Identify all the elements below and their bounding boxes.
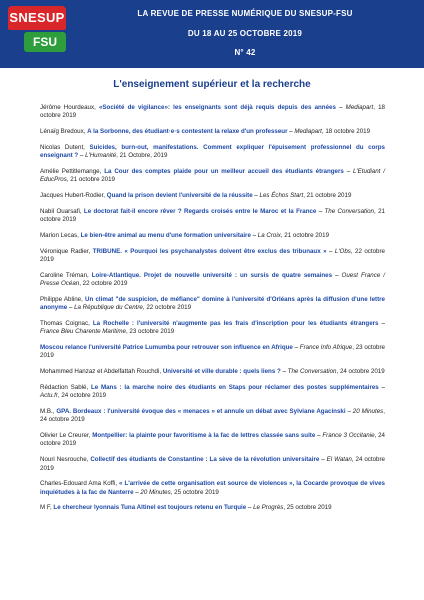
article-link[interactable]: Le bien-être animal au menu d'une formation universitaire — [80, 231, 251, 239]
article-date: , 21 octobre 2019 — [66, 176, 115, 184]
article-date: , 24 octobre 2019 — [57, 392, 107, 400]
article-link[interactable]: Le doctorat fait-il encore rêver ? Regards croisés entre le Maroc et la France — [83, 207, 317, 215]
list-item — [40, 208, 385, 225]
article-date: , 21 Octobre, 2019 — [116, 152, 168, 160]
article-list — [40, 104, 385, 520]
article-source: – France 3 Occitanie — [317, 432, 375, 440]
article-date: , 22 octobre 2019 — [40, 247, 385, 263]
article-link[interactable]: Collectif des étudiants de Constantine : La sève de la révolution universitaire — [90, 456, 320, 464]
article-source: – The Conversation — [318, 207, 375, 215]
article-author: Jacques Hubert-Rodier, — [40, 192, 106, 200]
article-link[interactable]: «Société de vigilance»: les enseignants sont déjà requis depuis des années — [98, 104, 336, 111]
article-date: , 25 octobre 2019 — [170, 488, 219, 496]
article-source: – L'Etudiant / EducPros — [40, 167, 385, 184]
article-author: Olivier Le Creurer, — [40, 432, 91, 440]
review-issue-number: N° 42 — [234, 48, 256, 57]
article-author: Véronique Radier, — [40, 247, 91, 255]
list-item — [40, 344, 385, 361]
list-item — [40, 168, 385, 185]
section-title: L'enseignement supérieur et la recherche — [113, 79, 311, 90]
article-source: – France Bleu Charente Maritime — [40, 319, 385, 336]
list-item — [40, 480, 385, 497]
article-link[interactable]: Quand la prison devient l'université de la réussite — [106, 192, 253, 200]
logo-snesup-text: SNESUP — [8, 6, 66, 30]
article-date: , 22 octobre 2019 — [79, 280, 128, 288]
article-source: – The Conversation — [282, 368, 337, 376]
list-item — [40, 296, 385, 313]
list-item — [40, 432, 385, 449]
article-author: Amélie Pettitlemange, — [40, 167, 102, 175]
article-author: Nabil Ouarsafi, — [40, 207, 82, 215]
article-author: Rédaction Sablé, — [40, 383, 89, 391]
article-date: , 25 octobre 2019 — [283, 504, 332, 512]
article-link[interactable]: Le chercheur lyonnais Tuna Altinel est toujours retenu en Turquie — [53, 504, 247, 512]
article-source: – El Watan — [321, 456, 352, 464]
article-author: Charles-Edouard Ama Koffi, — [40, 480, 118, 488]
article-date: , 24 octobre 2019 — [336, 368, 385, 376]
article-source: – France Info Afrique — [294, 343, 353, 351]
article-date: , 22 octobre 2019 — [142, 304, 192, 312]
article-author: Thomas Coignac, — [40, 319, 90, 327]
list-item — [40, 384, 385, 401]
article-link[interactable]: TRIBUNE. « Pourquoi les psychanalystes doivent être exclus des tribunaux » — [92, 247, 327, 255]
article-link[interactable]: Suicides, burn-out, manifestations. Comment expliquer l'épuisement professionnel du corps enseignant ? — [40, 143, 385, 160]
article-source: – Ouest France / Presse Océan — [40, 271, 385, 288]
article-date: , 23 octobre 2019 — [40, 343, 385, 360]
article-link[interactable]: « L'arrivée de cette organisation est source de violences », la Cocarde provoque de vives inquiétudes à la fac de Nanterre — [40, 480, 385, 496]
article-link[interactable]: Université et ville durable : quels liens ? — [162, 368, 281, 376]
article-source: – La Croix — [252, 231, 281, 239]
article-date: , 18 octobre 2019 — [40, 104, 385, 120]
article-author: Lénaïg Bredoux, — [40, 128, 86, 136]
article-source: – La République du Centre — [68, 304, 143, 312]
article-link[interactable]: Le Mans : la marche noire des étudiants en Staps pour réclamer des postes supplémentaires — [90, 383, 379, 391]
list-item — [40, 504, 385, 512]
article-date: , 23 octobre 2019 — [125, 328, 175, 336]
review-date-range: DU 18 AU 25 OCTOBRE 2019 — [187, 29, 303, 38]
article-author: Philippe Abline, — [40, 295, 83, 303]
article-source: – Mediapart — [339, 104, 374, 111]
list-item — [40, 408, 385, 425]
list-item — [40, 320, 385, 337]
article-link[interactable]: Loire-Atlantique. Projet de nouvelle université : un sursis de quatre semaines — [91, 271, 333, 279]
list-item — [40, 144, 385, 161]
logo-fsu-text: FSU — [24, 32, 66, 52]
list-item — [40, 272, 385, 289]
article-author: Nicolas Dutent, — [40, 143, 85, 151]
article-link[interactable]: GPA. Bordeaux : l'université évoque des « menaces » et annule un débat avec Sylviane Agacinski — [56, 407, 346, 415]
article-link[interactable]: La Rochelle : l'université n'augmente pas les frais d'inscription pour les étudiants étrangers — [92, 319, 379, 327]
list-item — [40, 128, 385, 136]
list-item — [40, 248, 385, 265]
snesup-fsu-logo — [8, 6, 66, 54]
article-source: – Le Progrès — [247, 504, 284, 512]
article-date: , 21 octobre 2019 — [280, 231, 330, 239]
article-link[interactable]: Moscou relance l'université Patrice Lumumba pour retrouver son influence en Afrique — [40, 343, 293, 351]
list-item — [40, 232, 385, 240]
article-link[interactable]: Un climat "de suspicion, de méfiance" domine à l'université d'Orléans après la diffusion d'une lettre anonyme — [40, 295, 385, 312]
article-date: , 21 octobre 2019 — [303, 192, 352, 200]
list-item — [40, 104, 385, 121]
article-author: Caroline Tréman, — [40, 271, 89, 279]
list-item — [40, 192, 385, 200]
article-date: , 24 octobre 2019 — [40, 407, 385, 424]
article-source: – Les Échos Start — [254, 192, 304, 200]
article-date: , 24 octobre 2019 — [40, 432, 385, 448]
list-item — [40, 456, 385, 473]
article-date: , 24 octobre 2019 — [40, 456, 385, 472]
article-date: , 18 octobre 2019 — [321, 128, 371, 136]
article-source: – Actu.fr — [40, 383, 385, 400]
article-source: – L'Obs — [329, 247, 351, 255]
article-link[interactable]: A la Sorbonne, des étudiant·e·s contestent la relaxe d'un professeur — [87, 128, 288, 136]
article-author: Nouri Nesrouche, — [40, 456, 89, 464]
list-item — [40, 368, 385, 376]
header-banner — [0, 0, 424, 68]
review-title: LA REVUE DE PRESSE NUMÉRIQUE DU SNESUP-FSU — [137, 9, 353, 18]
article-author: Marion Lecas, — [40, 231, 79, 239]
article-link[interactable]: Montpellier: la plainte pour favoritisme à la fac de lettres classée sans suite — [92, 432, 316, 440]
article-author: M F, — [40, 504, 52, 512]
article-date: , 21 octobre 2019 — [40, 207, 385, 224]
article-link[interactable]: La Cour des comptes plaide pour un meilleur accueil des étudiants étrangers — [104, 167, 344, 175]
article-source: – L'Humanité — [79, 152, 117, 160]
article-author: M.B., — [40, 407, 55, 415]
article-source: – 20 Minutes — [347, 407, 384, 415]
article-author: Jérôme Hourdeaux, — [40, 104, 96, 111]
article-author: Mohammed Hanzaz et Abdelfattah Rouchdi, — [40, 368, 162, 376]
article-source: – Mediapart — [289, 128, 322, 136]
article-source: – 20 Minutes — [135, 488, 171, 496]
